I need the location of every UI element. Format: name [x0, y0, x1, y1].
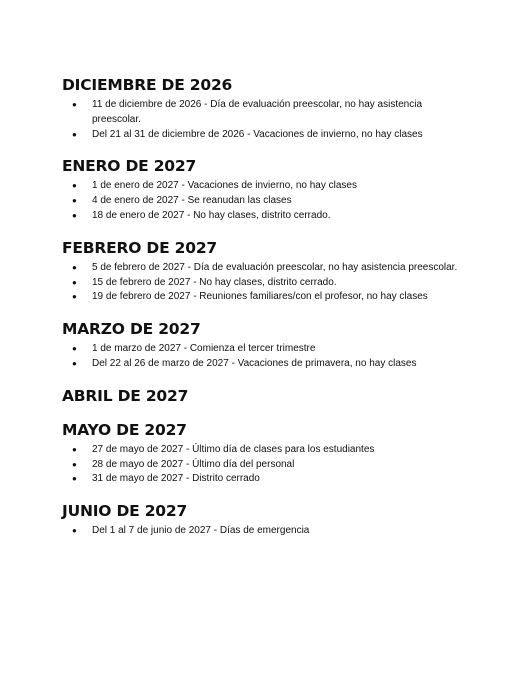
event-item: ● 15 de febrero de 2027 - No hay clases, distrito cerrado.: [62, 276, 462, 291]
event-list: [62, 342, 462, 372]
month-heading: DICIEMBRE DE 2026: [62, 76, 233, 94]
calendar-document: [62, 76, 462, 554]
event-list: [62, 179, 462, 223]
month-heading: ENERO DE 2027: [62, 157, 197, 176]
month-section-febrero-2027: [62, 239, 462, 305]
event-list: [62, 261, 462, 305]
event-item: ● Del 22 al 26 de marzo de 2027 - Vacaciones de primavera, no hay clases: [62, 357, 462, 372]
event-item: ● 1 de marzo de 2027 - Comienza el tercer trimestre: [62, 342, 462, 357]
event-list: [62, 443, 462, 487]
event-item: ● 11 de diciembre de 2026 - Día de evaluación preescolar, no hay asistencia preescolar.: [62, 98, 462, 128]
event-item: ● 18 de enero de 2027 - No hay clases, distrito cerrado.: [62, 209, 462, 224]
event-item: ● 4 de enero de 2027 - Se reanudan las clases: [62, 194, 462, 209]
month-heading: JUNIO DE 2027: [62, 502, 188, 521]
month-section-junio-2027: [62, 502, 462, 539]
month-heading: MAYO DE 2027: [62, 420, 187, 439]
event-item: ● 1 de enero de 2027 - Vacaciones de invierno, no hay clases: [62, 179, 462, 194]
event-item: ● Del 1 al 7 de junio de 2027 - Días de emergencia: [62, 524, 462, 539]
event-item: ● 27 de mayo de 2027 - Último día de clases para los estudiantes: [62, 443, 462, 458]
month-heading: FEBRERO DE 2027: [62, 238, 218, 257]
event-item: ● Del 21 al 31 de diciembre de 2026 - Vacaciones de invierno, no hay clases: [62, 128, 462, 143]
month-section-diciembre-2026: [62, 76, 462, 142]
month-section-marzo-2027: [62, 320, 462, 372]
event-item: ● 19 de febrero de 2027 - Reuniones familiares/con el profesor, no hay clases: [62, 290, 462, 305]
month-heading: ABRIL DE 2027: [62, 386, 189, 405]
event-item: ● 31 de mayo de 2027 - Distrito cerrado: [62, 472, 462, 487]
month-section-abril-2027: [62, 387, 462, 406]
event-item: ● 28 de mayo de 2027 - Último día del personal: [62, 458, 462, 473]
month-section-enero-2027: [62, 157, 462, 223]
event-list: [62, 524, 462, 539]
month-heading: MARZO DE 2027: [62, 320, 201, 339]
event-item: ● 5 de febrero de 2027 - Día de evaluación preescolar, no hay asistencia preescolar.: [62, 261, 462, 276]
month-section-mayo-2027: [62, 421, 462, 487]
event-list: [62, 98, 462, 142]
